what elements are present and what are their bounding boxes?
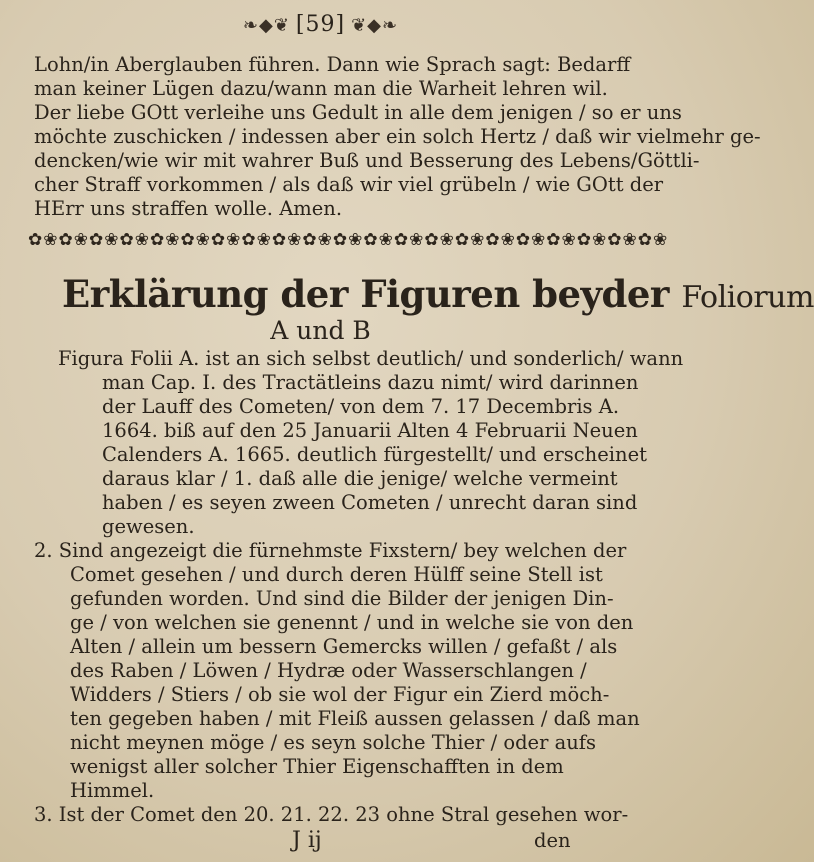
text-line: ten gegeben haben / mit Fleiß aussen gelassen / daß man (70, 707, 640, 730)
page-header (0, 12, 641, 37)
text-line: ge / von welchen sie genennt / und in welche sie von den (70, 611, 634, 634)
text-line: der Lauff des Cometen/ von dem 7. 17 Decembris A. (102, 395, 620, 418)
text-line: Alten / allein um bessern Gemercks willen / gefaßt / als (70, 635, 618, 658)
text-line: Comet gesehen / und durch deren Hülff seine Stell ist (70, 563, 603, 586)
text-line: Der liebe GOtt verleihe uns Gedult in alle dem jenigen / so er uns (34, 101, 682, 124)
text-line: daraus klar / 1. daß alle die jenige/ welche vermeint (102, 467, 618, 490)
text-line: Himmel. (70, 779, 155, 802)
text-line: Widders / Stiers / ob sie wol der Figur ein Zierd möch- (70, 683, 610, 706)
text-line: 2. Sind angezeigt die fürnehmste Fixstern/ bey welchen der (34, 539, 627, 562)
text-line: gefunden worden. Und sind die Bilder der jenigen Din- (70, 587, 614, 610)
text-line: des Raben / Löwen / Hydræ oder Wasserschlangen / (70, 659, 587, 682)
ornament-right-icon: ❦◆❧ (351, 15, 399, 36)
text-line: wenigst aller solcher Thier Eigenschafften in dem (70, 755, 564, 778)
text-line: 3. Ist der Comet den 20. 21. 22. 23 ohne Stral gesehen wor- (34, 803, 629, 826)
signature-mark: J ij (292, 828, 322, 853)
text-line: haben / es seyen zween Cometen / unrecht daran sind (102, 491, 638, 514)
text-line: gewesen. (102, 515, 195, 538)
text-line: man Cap. I. des Tractätleins dazu nimt/ wird darinnen (102, 371, 639, 394)
catchword: den (534, 829, 571, 852)
text-line: man keiner Lügen dazu/wann man die Warheit lehren wil. (34, 77, 608, 100)
text-line: Calenders A. 1665. deutlich fürgestellt/ und erscheinet (102, 443, 647, 466)
text-line: nicht meynen möge / es seyn solche Thier / oder aufs (70, 731, 597, 754)
heading-text: Erklärung der Figuren beyder (62, 272, 669, 316)
heading-latin: Foliorum (681, 280, 814, 315)
text-line: Figura Folii A. ist an sich selbst deutlich/ und sonderlich/ wann (58, 347, 684, 370)
ornament-left-icon: ❧◆❦ (242, 15, 290, 36)
section-subheading: A und B (270, 316, 371, 345)
text-line: Lohn/in Aberglauben führen. Dann wie Sprach sagt: Bedarff (34, 53, 631, 76)
text-line: cher Straff vorkommen / als daß wir viel grübeln / wie GOtt der (34, 173, 664, 196)
text-line: dencken/wie wir mit wahrer Buß und Besserung des Lebens/Göttli- (34, 149, 700, 172)
page-number: [59] (295, 12, 346, 37)
ornamental-divider: ✿❀✿❀✿❀✿❀✿❀✿❀✿❀✿❀✿❀✿❀✿❀✿❀✿❀✿❀✿❀✿❀✿❀✿❀✿❀✿❀✿❀ (28, 230, 669, 250)
text-line: 1664. biß auf den 25 Januarii Alten 4 Februarii Neuen (102, 419, 638, 442)
text-line: HErr uns straffen wolle. Amen. (34, 197, 343, 220)
text-line: möchte zuschicken / indessen aber ein solch Hertz / daß wir vielmehr ge- (34, 125, 761, 148)
section-heading (62, 272, 814, 316)
